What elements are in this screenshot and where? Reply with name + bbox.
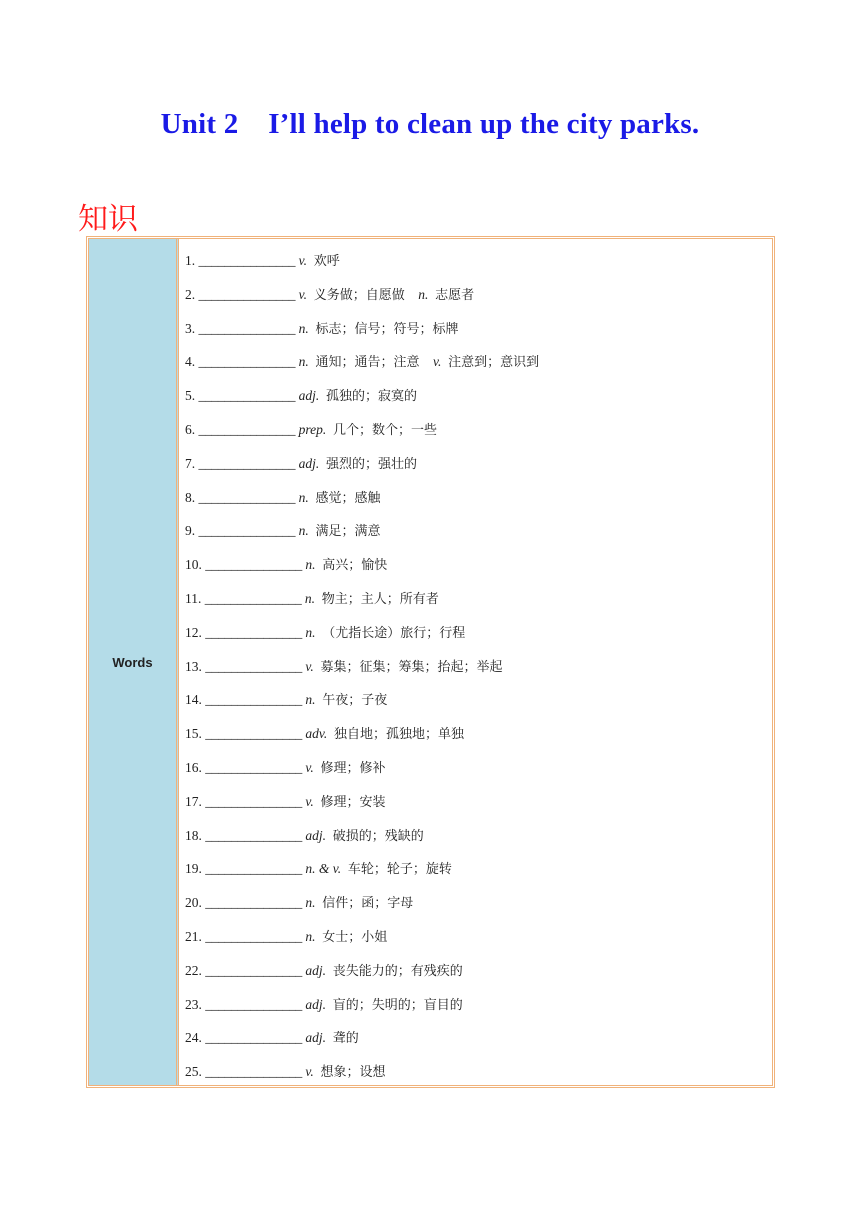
word-row (185, 351, 772, 385)
word-row (185, 858, 772, 892)
word-row (185, 250, 772, 284)
answer-blank[interactable]: _______________ (198, 320, 296, 336)
part-of-speech: v. (305, 658, 314, 674)
part-of-speech: prep. (298, 421, 327, 437)
answer-blank[interactable]: _______________ (205, 624, 303, 640)
word-meaning: 信件；函；字母 (322, 896, 414, 912)
answer-blank[interactable]: _______________ (204, 590, 302, 606)
part-of-speech: n. (298, 320, 309, 336)
part-of-speech: n. (304, 590, 316, 606)
part-of-speech: n. (305, 557, 316, 573)
answer-blank[interactable]: _______________ (198, 421, 296, 437)
answer-blank[interactable]: _______________ (205, 895, 303, 911)
category-label: Words (112, 654, 153, 670)
word-meaning: 聋的 (332, 1031, 359, 1047)
word-meaning: 满足；满意 (315, 524, 381, 540)
item-number: 3. (185, 320, 196, 336)
item-number: 5. (185, 388, 196, 404)
word-row (185, 622, 772, 656)
answer-blank[interactable]: _______________ (205, 827, 303, 843)
part-of-speech: n. (305, 928, 316, 944)
item-number: 25. (185, 1064, 202, 1080)
part-of-speech: v. (305, 1064, 314, 1080)
word-row (185, 1061, 772, 1095)
part-of-speech: adj. (298, 388, 320, 404)
item-number: 20. (185, 895, 202, 911)
word-meaning: 欢呼 (313, 254, 340, 269)
word-row (185, 926, 772, 960)
word-row (185, 419, 772, 453)
word-meaning: 独自地；孤独地；单独 (334, 727, 465, 743)
word-row (185, 892, 772, 926)
word-row (185, 1027, 772, 1061)
word-list (179, 239, 772, 1085)
part-of-speech: v. (305, 759, 314, 775)
part-of-speech: v. (433, 354, 442, 370)
item-number: 16. (185, 759, 202, 775)
part-of-speech: n. (305, 624, 316, 640)
word-meaning: 午夜；子夜 (322, 693, 388, 709)
word-meaning: 义务做；自愿做 (313, 287, 405, 303)
item-number: 12. (185, 624, 202, 640)
item-number: 22. (185, 962, 202, 978)
word-meaning: 盲的；失明的；盲目的 (332, 997, 463, 1013)
word-row (185, 453, 772, 487)
answer-blank[interactable]: _______________ (198, 286, 296, 302)
item-number: 8. (185, 489, 196, 505)
word-meaning: 注意到；意识到 (448, 355, 540, 371)
answer-blank[interactable]: _______________ (198, 388, 296, 404)
answer-blank[interactable]: _______________ (198, 489, 296, 505)
word-meaning: 丧失能力的；有残疾的 (332, 963, 463, 979)
part-of-speech: n. (298, 523, 309, 539)
item-number: 19. (185, 861, 202, 877)
item-number: 21. (185, 928, 202, 944)
word-meaning: 女士；小姐 (322, 929, 388, 945)
word-row (185, 825, 772, 859)
answer-blank[interactable]: _______________ (205, 793, 303, 809)
part-of-speech: adj. (305, 962, 327, 978)
item-number: 11. (185, 590, 202, 606)
word-row (185, 791, 772, 825)
part-of-speech: n. (305, 895, 316, 911)
part-of-speech: n. (418, 286, 429, 302)
word-row (185, 554, 772, 588)
part-of-speech: adj. (305, 827, 327, 843)
word-meaning: 标志；信号；符号；标牌 (315, 321, 459, 337)
item-number: 23. (185, 996, 202, 1012)
item-number: 7. (185, 455, 196, 471)
word-meaning: 车轮；轮子；旋转 (347, 862, 452, 878)
part-of-speech: adj. (298, 455, 320, 471)
word-meaning: 志愿者 (435, 287, 475, 303)
word-meaning: 修理；安装 (320, 794, 386, 810)
word-meaning: 几个；数个；一些 (333, 422, 438, 438)
word-row (185, 284, 772, 318)
word-row (185, 689, 772, 723)
part-of-speech: n. (298, 489, 309, 505)
category-cell (89, 239, 179, 1085)
part-of-speech: v. (298, 286, 308, 302)
word-meaning: 感觉；感触 (315, 490, 381, 506)
word-meaning: 募集；征集；筹集；抬起；举起 (320, 659, 503, 675)
page-title: Unit 2 I’ll help to clean up the city parks. (160, 108, 700, 140)
answer-blank[interactable]: _______________ (205, 1030, 303, 1046)
word-row (185, 487, 772, 521)
word-meaning: 通知；通告；注意 (315, 355, 420, 371)
word-row (185, 757, 772, 791)
item-number: 24. (185, 1030, 202, 1046)
word-row (185, 588, 772, 622)
word-meaning: 想象；设想 (320, 1065, 386, 1081)
answer-blank[interactable]: _______________ (205, 861, 303, 877)
answer-blank[interactable]: _______________ (198, 455, 296, 471)
part-of-speech: n. (305, 692, 316, 708)
part-of-speech: v. (298, 253, 308, 268)
part-of-speech: adv. (305, 726, 328, 742)
answer-blank[interactable]: _______________ (205, 692, 303, 708)
item-number: 14. (185, 692, 202, 708)
answer-blank[interactable]: _______________ (198, 253, 296, 268)
part-of-speech: v. (305, 793, 314, 809)
word-row (185, 385, 772, 419)
word-row (185, 520, 772, 554)
word-meaning: 破损的；残缺的 (332, 828, 424, 844)
item-number: 1. (185, 253, 196, 268)
word-row (185, 656, 772, 690)
word-meaning: （尤指长途）旅行；行程 (322, 625, 466, 641)
answer-blank[interactable]: _______________ (205, 557, 303, 573)
part-of-speech: adj. (305, 1030, 327, 1046)
answer-blank[interactable]: _______________ (205, 962, 303, 978)
word-meaning: 孤独的；寂寞的 (326, 389, 418, 405)
item-number: 10. (185, 557, 202, 573)
item-number: 6. (185, 421, 196, 437)
answer-blank[interactable]: _______________ (205, 759, 303, 775)
answer-blank[interactable]: _______________ (198, 354, 296, 370)
word-meaning: 高兴；愉快 (322, 558, 388, 574)
item-number: 4. (185, 354, 196, 370)
item-number: 18. (185, 827, 202, 843)
answer-blank[interactable]: _______________ (205, 928, 303, 944)
item-number: 17. (185, 793, 202, 809)
word-meaning: 强烈的；强壮的 (326, 456, 418, 472)
word-row (185, 960, 772, 994)
word-row (185, 994, 772, 1028)
part-of-speech: adj. (305, 996, 327, 1012)
answer-blank[interactable]: _______________ (205, 726, 303, 742)
word-meaning: 修理；修补 (320, 760, 386, 776)
answer-blank[interactable]: _______________ (205, 658, 303, 674)
item-number: 2. (185, 286, 196, 302)
section-heading: 知识 (78, 202, 138, 237)
item-number: 15. (185, 726, 202, 742)
word-row (185, 723, 772, 757)
item-number: 9. (185, 523, 196, 539)
answer-blank[interactable]: _______________ (205, 1064, 303, 1080)
answer-blank[interactable]: _______________ (198, 523, 296, 539)
item-number: 13. (185, 658, 202, 674)
part-of-speech: n. (298, 354, 309, 370)
answer-blank[interactable]: _______________ (205, 996, 303, 1012)
word-meaning: 物主；主人；所有者 (321, 591, 439, 607)
vocabulary-table (86, 236, 775, 1088)
word-row (185, 318, 772, 352)
part-of-speech: n. & v. (305, 861, 342, 877)
